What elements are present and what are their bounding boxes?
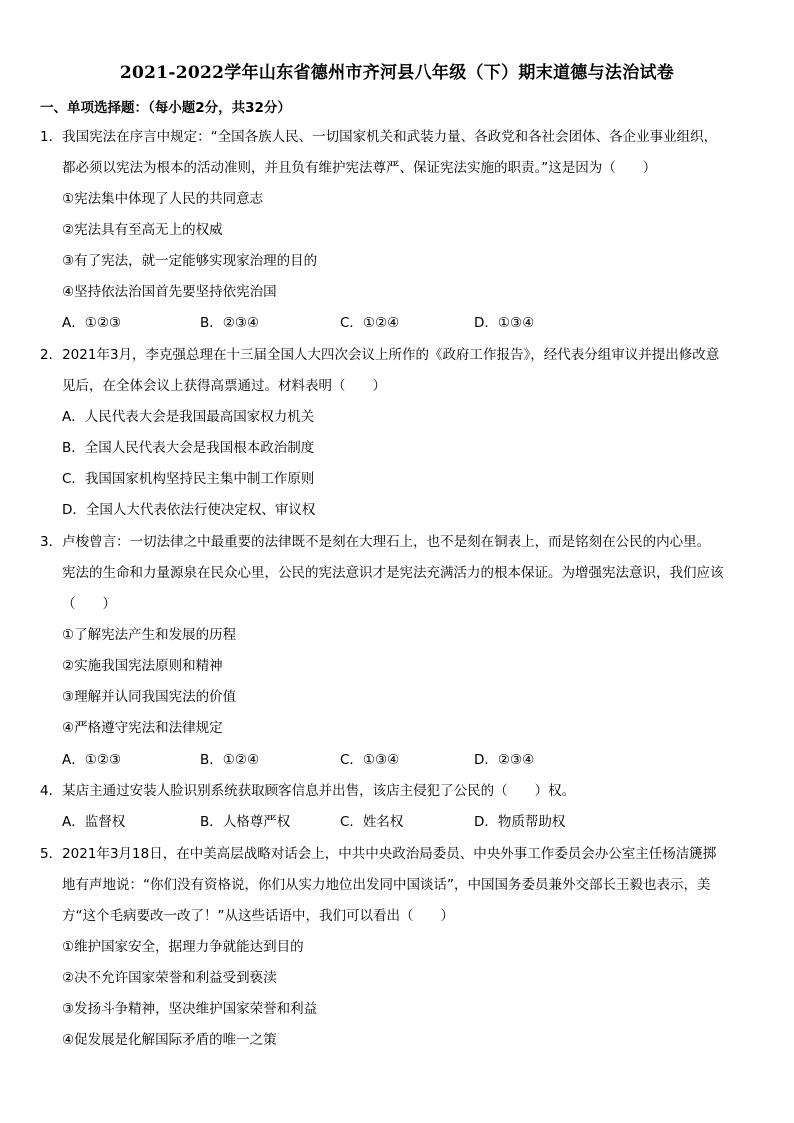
q2-option-b[interactable]: B．全国人民代表大会是我国根本政治制度 <box>62 440 315 456</box>
q3-stem-line1: 3．卢梭曾言：一切法律之中最重要的法律既不是刻在大理石上，也不是刻在铜表上，而是铭刻在公民的内心里。 <box>40 534 711 550</box>
q5-stem-line3: 方“这个毛病要改一改了！”从这些话语中，我们可以看出（ ） <box>62 908 454 924</box>
q1-option-c[interactable]: C．①②④ <box>340 315 400 331</box>
page-title: 2021-2022学年山东省德州市齐河县八年级（下）期末道德与法治试卷 <box>119 63 675 83</box>
q4-stem-line1: 4．某店主通过安装人脸识别系统获取顾客信息并出售，该店主侵犯了公民的（ ）权。 <box>40 783 576 799</box>
q5-stem-line2: 地有声地说：“你们没有资格说，你们从实力地位出发同中国谈话”，中国国务委员兼外交部长王毅也表示，美 <box>62 877 711 893</box>
q3-item: ④严格遵守宪法和法律规定 <box>62 720 223 736</box>
q3-option-b[interactable]: B．①②④ <box>200 752 260 768</box>
q5-item: ④促发展是化解国际矛盾的唯一之策 <box>62 1032 277 1048</box>
q1-item: ①宪法集中体现了人民的共同意志 <box>62 191 264 207</box>
q3-stem-line2: 宪法的生命和力量源泉在民众心里，公民的宪法意识才是宪法充满活力的根本保证。为增强宪法意识，我们应该 <box>62 565 724 581</box>
section-heading: 一、单项选择题：（每小题2分，共32分） <box>40 100 291 116</box>
q4-option-c[interactable]: C．姓名权 <box>340 814 404 830</box>
q1-option-a[interactable]: A．①②③ <box>62 315 122 331</box>
q3-item: ①了解宪法产生和发展的历程 <box>62 627 237 643</box>
q1-item: ④坚持依法治国首先要坚持依宪治国 <box>62 284 277 300</box>
q1-item: ②宪法具有至高无上的权威 <box>62 222 223 238</box>
q2-option-d[interactable]: D．全国人大代表依法行使决定权、审议权 <box>62 502 316 518</box>
q3-item: ③理解并认同我国宪法的价值 <box>62 689 237 705</box>
q1-stem-line1: 1．我国宪法在序言中规定：“全国各族人民、一切国家机关和武装力量、各政党和各社会团体、各企业事业组织， <box>40 129 718 145</box>
q1-stem-line2: 都必须以宪法为根本的活动准则，并且负有维护宪法尊严、保证宪法实施的职责。”这是因为（ ） <box>62 160 657 176</box>
q1-item: ③有了宪法，就一定能够实现家治理的目的 <box>62 253 318 269</box>
q2-stem-line1: 2．2021年3月，李克强总理在十三届全国人大四次会议上所作的《政府工作报告》，经代表分组审议并提出修改意 <box>40 347 720 363</box>
q1-option-b[interactable]: B．②③④ <box>200 315 260 331</box>
q3-item: ②实施我国宪法原则和精神 <box>62 658 223 674</box>
q5-item: ②决不允许国家荣誉和利益受到亵渎 <box>62 970 277 986</box>
q2-stem-line2: 见后，在全体会议上获得高票通过。材料表明（ ） <box>62 378 386 394</box>
q3-option-c[interactable]: C．①③④ <box>340 752 400 768</box>
q4-option-a[interactable]: A．监督权 <box>62 814 126 830</box>
q3-option-d[interactable]: D．②③④ <box>474 752 535 768</box>
q3-option-a[interactable]: A．①②③ <box>62 752 122 768</box>
q5-item: ①维护国家安全，据理力争就能达到目的 <box>62 939 304 955</box>
q5-stem-line1: 5．2021年3月18日，在中美高层战略对话会上，中共中央政治局委员、中央外事工作委员会办公室主任杨洁篪掷 <box>40 846 717 862</box>
q5-item: ③发扬斗争精神，坚决维护国家荣誉和利益 <box>62 1001 318 1017</box>
q1-option-d[interactable]: D．①③④ <box>474 315 535 331</box>
q2-option-c[interactable]: C．我国国家机构坚持民主集中制工作原则 <box>62 471 315 487</box>
q4-option-d[interactable]: D．物质帮助权 <box>474 814 566 830</box>
q2-option-a[interactable]: A．人民代表大会是我国最高国家权力机关 <box>62 409 315 425</box>
q4-option-b[interactable]: B．人格尊严权 <box>200 814 291 830</box>
q3-stem-line3: （ ） <box>62 596 116 612</box>
